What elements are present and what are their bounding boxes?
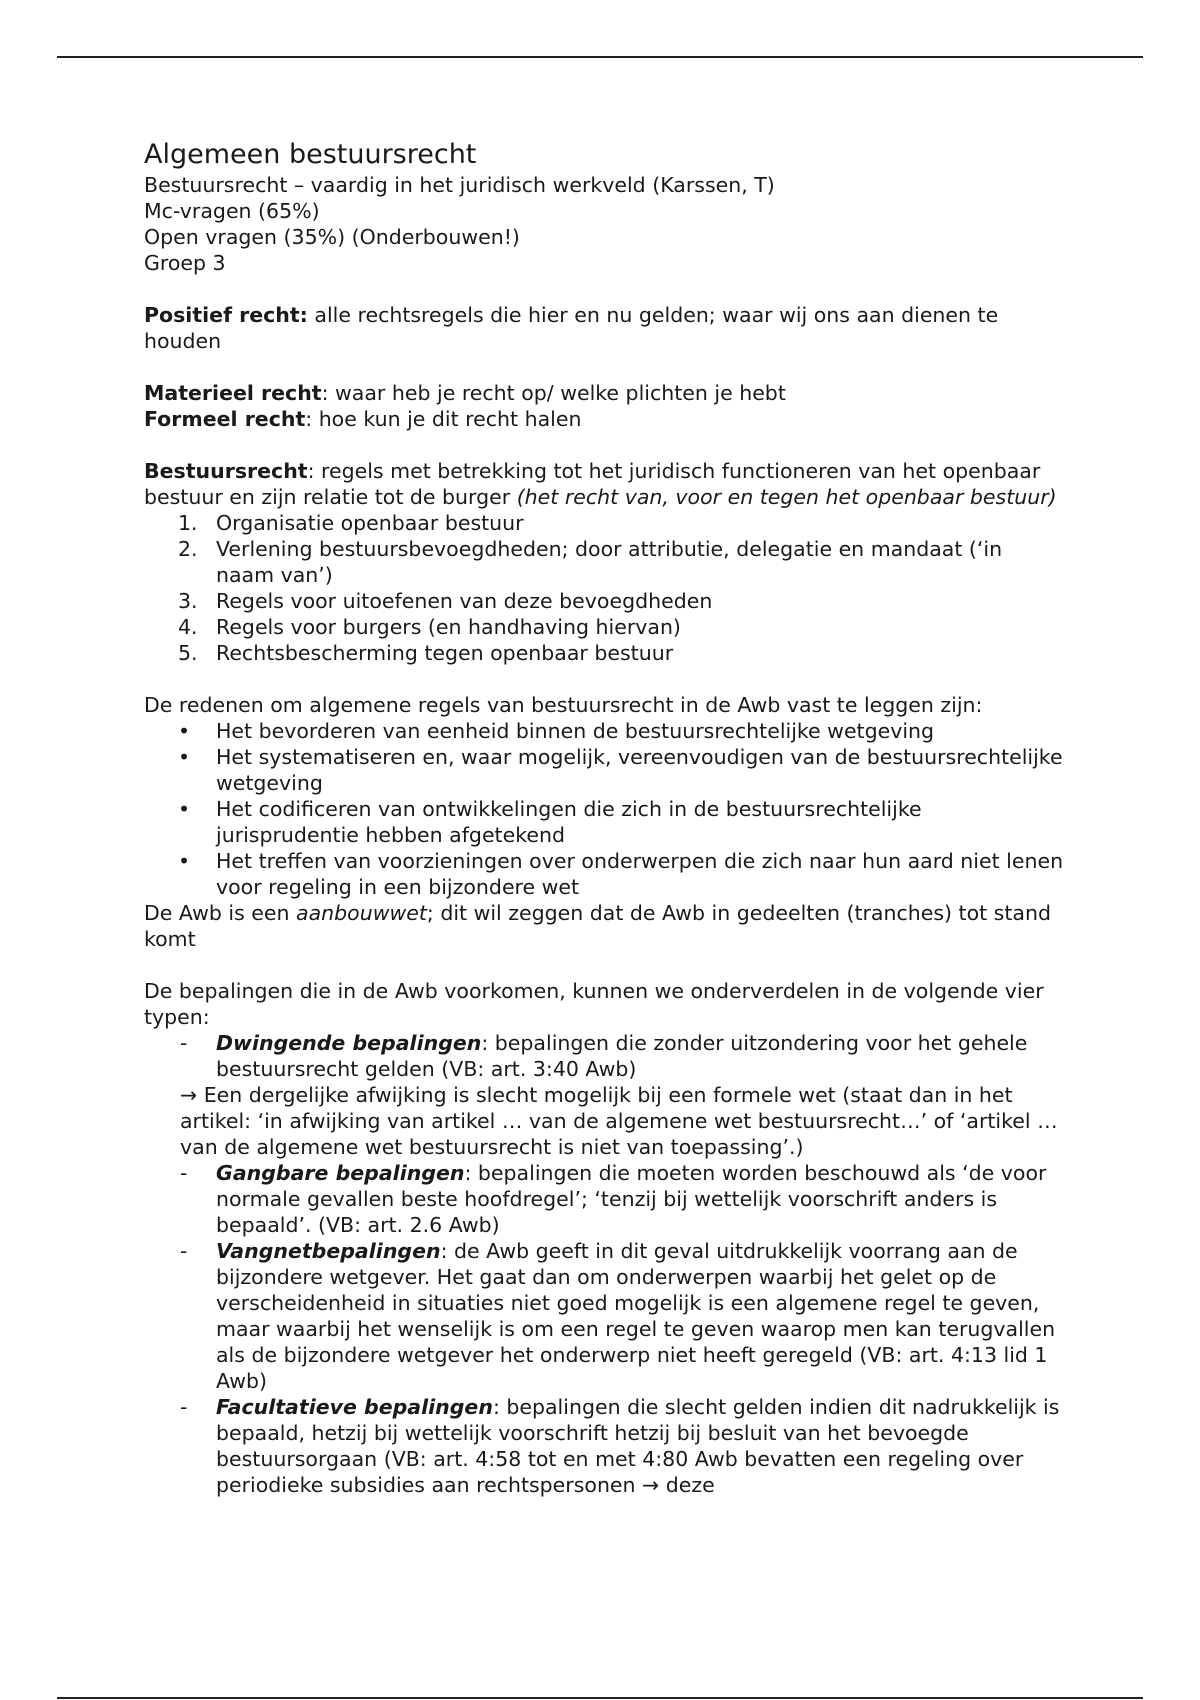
dash-icon: - bbox=[180, 1161, 188, 1185]
list-item: 1. Organisatie openbaar bestuur bbox=[178, 511, 524, 535]
list-item: • Het codificeren van ontwikkelingen die zich in de bestuursrechtelijke jurisprudentie hebben afgetekend bbox=[178, 797, 922, 847]
term: Positief recht: bbox=[144, 303, 308, 327]
group-line: Groep 3 bbox=[144, 251, 226, 275]
mc-line: Mc-vragen (65%) bbox=[144, 199, 320, 223]
bepalingen-list-continued bbox=[144, 1160, 1064, 1498]
bepalingen-list bbox=[144, 1030, 1064, 1082]
list-item: • Het treffen van voorzieningen over onderwerpen die zich naar hun aard niet lenen voor regeling in een bijzondere wet bbox=[178, 849, 1064, 899]
redenen-intro: De redenen om algemene regels van bestuursrecht in de Awb vast te leggen zijn: bbox=[144, 693, 983, 717]
bestuursrecht-list bbox=[144, 510, 1064, 666]
list-item: - Dwingende bepalingen: bepalingen die zonder uitzondering voor het gehele bestuursrecht gelden (VB: art. 3:40 Awb) bbox=[180, 1031, 1028, 1081]
footer-rule bbox=[57, 1697, 1143, 1699]
bullet-icon: • bbox=[178, 745, 191, 769]
bestuursrecht-definition: Bestuursrecht: regels met betrekking tot het juridisch functioneren van het openbaar bestuur en zijn relatie tot de burger (het recht van, voor en tegen het openbaar bestuur) bbox=[144, 459, 1057, 509]
list-item: 3. Regels voor uitoefenen van deze bevoegdheden bbox=[178, 589, 713, 613]
list-item: 4. Regels voor burgers (en handhaving hiervan) bbox=[178, 615, 681, 639]
aanbouwwet-line: De Awb is een aanbouwwet; dit wil zeggen dat de Awb in gedeelten (tranches) tot stand komt bbox=[144, 901, 1051, 951]
header-rule bbox=[57, 56, 1143, 58]
document-title: Algemeen bestuursrecht bbox=[144, 139, 477, 170]
list-item: - Vangnetbepalingen: de Awb geeft in dit geval uitdrukkelijk voorrang aan de bijzondere wetgever. Het gaat dan om onderwerpen waarbij het gelet op de verscheidenheid in situaties niet goed mogelijk is een algemene regel te geven, maar waarbij het wenselijk is om een regel te geven waarop men kan terugvallen als de bijzondere wetgever het onderwerp niet heeft geregeld (VB: art. 4:13 lid 1 Awb) bbox=[180, 1239, 1056, 1393]
materieel-recht-definition: Materieel recht: waar heb je recht op/ welke plichten je hebt bbox=[144, 381, 786, 405]
list-item: • Het bevorderen van eenheid binnen de bestuursrechtelijke wetgeving bbox=[178, 719, 935, 743]
bullet-icon: • bbox=[178, 797, 191, 821]
redenen-list bbox=[144, 718, 1064, 900]
list-item: - Facultatieve bepalingen: bepalingen die slecht gelden indien dit nadrukkelijk is bepaald, hetzij bij wettelijk voorschrift hetzij bij besluit van het bevoegde bestuursorgaan (VB: art. 4:58 tot en met 4:80 Awb bevatten een regeling over periodieke subsidies aan rechtspersonen → deze bbox=[180, 1395, 1060, 1497]
list-item: 2. Verlening bestuursbevoegdheden; door attributie, delegatie en mandaat (‘in naam van’) bbox=[178, 537, 1003, 587]
term: Materieel recht bbox=[144, 381, 322, 405]
positief-recht-definition: Positief recht: alle rechtsregels die hier en nu gelden; waar wij ons aan dienen te houden bbox=[144, 303, 999, 353]
bepalingen-intro: De bepalingen die in de Awb voorkomen, kunnen we onderverdelen in de volgende vier typen: bbox=[144, 979, 1044, 1029]
document-body bbox=[144, 138, 1064, 1498]
list-item: 5. Rechtsbescherming tegen openbaar bestuur bbox=[178, 641, 674, 665]
dash-icon: - bbox=[180, 1031, 188, 1055]
afwijking-note: → Een dergelijke afwijking is slecht mogelijk bij een formele wet (staat dan in het artikel: ‘in afwijking van artikel … van de algemene wet bestuursrecht…’ of ‘artikel … van de algemene wet bestuursrecht is niet van toepassing’.) bbox=[180, 1083, 1058, 1159]
bullet-icon: • bbox=[178, 849, 191, 873]
formeel-recht-definition: Formeel recht: hoe kun je dit recht halen bbox=[144, 407, 582, 431]
term: Formeel recht bbox=[144, 407, 306, 431]
course-line: Bestuursrecht – vaardig in het juridisch werkveld (Karssen, T) bbox=[144, 173, 775, 197]
list-item: • Het systematiseren en, waar mogelijk, vereenvoudigen van de bestuursrechtelijke wetgeving bbox=[178, 745, 1063, 795]
bullet-icon: • bbox=[178, 719, 191, 743]
term: Bestuursrecht bbox=[144, 459, 308, 483]
dash-icon: - bbox=[180, 1395, 188, 1419]
list-item: - Gangbare bepalingen: bepalingen die moeten worden beschouwd als ‘de voor normale gevallen beste hoofdregel’; ‘tenzij bij wettelijk voorschrift anders is bepaald’. (VB: art. 2.6 Awb) bbox=[180, 1161, 1047, 1237]
open-line: Open vragen (35%) (Onderbouwen!) bbox=[144, 225, 520, 249]
dash-icon: - bbox=[180, 1239, 188, 1263]
